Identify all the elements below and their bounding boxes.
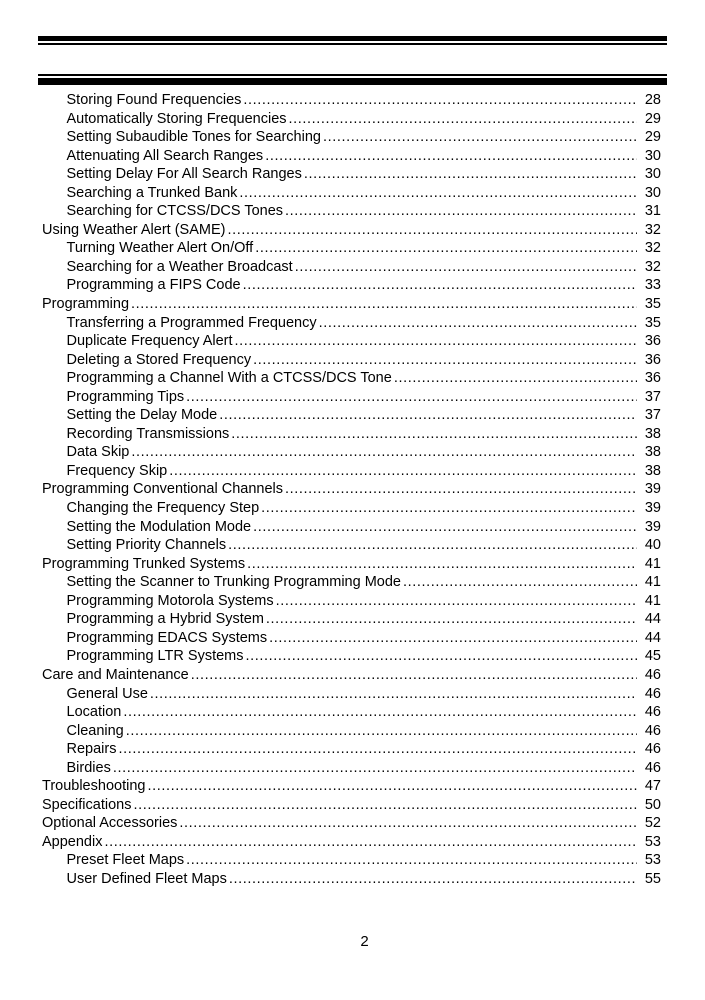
toc-entry-page: 55 — [644, 870, 661, 887]
toc-entry-page: 38 — [644, 425, 661, 442]
toc-entry — [42, 128, 661, 147]
toc-entry-label: Programming a Hybrid System — [66, 611, 264, 628]
toc-entry-page: 38 — [644, 444, 661, 461]
toc-leader-dots — [227, 870, 637, 889]
toc-entry-label: Cleaning — [66, 722, 124, 739]
toc-entry-label: Searching for CTCSS/DCS Tones — [66, 203, 284, 220]
toc-leader-dots — [241, 91, 637, 110]
toc-leader-dots — [259, 499, 637, 518]
toc-entry-label: Programming a Channel With a CTCSS/DCS Tone — [66, 370, 392, 387]
toc-leader-dots — [148, 685, 637, 704]
toc-entry-page: 47 — [644, 778, 661, 795]
toc-entry — [42, 592, 661, 611]
toc-entry-label: Duplicate Frequency Alert — [66, 333, 233, 350]
toc-entry-label: Turning Weather Alert On/Off — [66, 240, 254, 257]
toc-entry — [42, 740, 661, 759]
toc-entry-label: Data Skip — [66, 444, 130, 461]
toc-entry-label: Setting Delay For All Search Ranges — [66, 166, 302, 183]
toc-entry-label: Programming Motorola Systems — [66, 592, 274, 609]
toc-leader-dots — [189, 666, 637, 685]
toc-leader-dots — [245, 555, 637, 574]
top-double-rule — [38, 36, 667, 45]
table-of-contents — [42, 91, 661, 889]
toc-entry-page: 46 — [644, 759, 661, 776]
toc-leader-dots — [226, 536, 637, 555]
toc-entry — [42, 91, 661, 110]
toc-leader-dots — [244, 647, 638, 666]
toc-entry — [42, 425, 661, 444]
toc-entry-page: 33 — [644, 277, 661, 294]
toc-leader-dots — [317, 314, 637, 333]
toc-entry-page: 35 — [644, 296, 661, 313]
toc-entry — [42, 351, 661, 370]
toc-entry — [42, 573, 661, 592]
toc-entry-page: 31 — [644, 203, 661, 220]
toc-entry-page: 45 — [644, 648, 661, 665]
page-footer — [0, 933, 705, 951]
toc-entry — [42, 555, 661, 574]
toc-entry-label: Attenuating All Search Ranges — [66, 147, 264, 164]
toc-leader-dots — [274, 592, 637, 611]
toc-leader-dots — [124, 722, 637, 741]
toc-entry — [42, 796, 661, 815]
toc-entry — [42, 722, 661, 741]
toc-entry-page: 30 — [644, 184, 661, 201]
toc-leader-dots — [225, 221, 637, 240]
toc-entry — [42, 388, 661, 407]
toc-entry-page: 53 — [644, 852, 661, 869]
toc-entry-label: Transferring a Programmed Frequency — [66, 314, 317, 331]
toc-entry-page: 46 — [644, 704, 661, 721]
toc-leader-dots — [121, 703, 637, 722]
toc-entry-label: Frequency Skip — [66, 462, 168, 479]
toc-entry — [42, 239, 661, 258]
toc-entry — [42, 870, 661, 889]
toc-entry — [42, 332, 661, 351]
toc-entry-label: Setting the Delay Mode — [66, 407, 218, 424]
toc-entry-label: Programming Tips — [66, 388, 185, 405]
toc-entry-page: 28 — [644, 92, 661, 108]
toc-entry-page: 41 — [644, 592, 661, 609]
toc-entry-page: 37 — [644, 407, 661, 424]
toc-leader-dots — [321, 128, 637, 147]
toc-entry-page: 52 — [644, 815, 661, 832]
toc-leader-dots — [184, 851, 637, 870]
toc-entry — [42, 147, 661, 166]
toc-entry-page: 40 — [644, 537, 661, 554]
toc-entry-page: 53 — [644, 833, 661, 850]
toc-entry — [42, 443, 661, 462]
toc-entry-page: 41 — [644, 555, 661, 572]
toc-leader-dots — [131, 796, 637, 815]
toc-entry-label: Using Weather Alert (SAME) — [42, 221, 226, 238]
toc-leader-dots — [145, 777, 637, 796]
toc-leader-dots — [229, 425, 637, 444]
toc-entry-label: Recording Transmissions — [66, 425, 230, 442]
toc-entry — [42, 814, 661, 833]
toc-entry — [42, 295, 661, 314]
toc-entry-page: 37 — [644, 388, 661, 405]
toc-leader-dots — [253, 239, 637, 258]
toc-entry-page: 30 — [644, 166, 661, 183]
toc-entry — [42, 165, 661, 184]
toc-leader-dots — [263, 147, 637, 166]
toc-leader-dots — [264, 610, 637, 629]
toc-entry-label: Searching a Trunked Bank — [66, 184, 238, 201]
toc-entry-label: Setting Priority Channels — [66, 537, 227, 554]
toc-entry-label: Specifications — [42, 796, 132, 813]
toc-entry-page: 39 — [644, 518, 661, 535]
toc-entry-page: 44 — [644, 611, 661, 628]
toc-leader-dots — [283, 480, 637, 499]
toc-entry-page: 36 — [644, 351, 661, 368]
toc-leader-dots — [184, 388, 637, 407]
toc-leader-dots — [283, 202, 637, 221]
toc-entry-page: 38 — [644, 462, 661, 479]
toc-entry-page: 30 — [644, 147, 661, 164]
toc-entry-label: Searching for a Weather Broadcast — [66, 258, 293, 275]
toc-entry-page: 39 — [644, 481, 661, 498]
toc-entry — [42, 610, 661, 629]
toc-entry-page: 46 — [644, 666, 661, 683]
toc-entry — [42, 258, 661, 277]
toc-entry-label: Setting Subaudible Tones for Searching — [66, 129, 321, 146]
toc-entry — [42, 221, 661, 240]
footer-page-number: 2 — [360, 933, 369, 950]
toc-entry — [42, 314, 661, 333]
toc-entry-label: Deleting a Stored Frequency — [66, 351, 252, 368]
toc-entry-label: Setting the Modulation Mode — [66, 518, 252, 535]
toc-entry-label: Birdies — [66, 759, 111, 776]
toc-entry-page: 32 — [644, 221, 661, 238]
toc-leader-dots — [287, 110, 637, 129]
toc-entry — [42, 202, 661, 221]
toc-entry — [42, 629, 661, 648]
toc-entry-page: 29 — [644, 129, 661, 146]
toc-entry-page: 50 — [644, 796, 661, 813]
toc-entry-page: 41 — [644, 574, 661, 591]
toc-entry — [42, 276, 661, 295]
toc-entry — [42, 685, 661, 704]
toc-entry-page: 29 — [644, 110, 661, 127]
toc-leader-dots — [111, 759, 637, 778]
toc-entry-page: 36 — [644, 370, 661, 387]
toc-entry-page: 46 — [644, 685, 661, 702]
toc-entry — [42, 536, 661, 555]
toc-leader-dots — [401, 573, 637, 592]
toc-leader-dots — [251, 518, 637, 537]
toc-entry-page: 44 — [644, 629, 661, 646]
toc-entry-page: 39 — [644, 500, 661, 517]
toc-entry — [42, 499, 661, 518]
toc-leader-dots — [392, 369, 637, 388]
header-divider-rule — [38, 74, 667, 85]
toc-entry-label: Programming EDACS Systems — [66, 629, 268, 646]
toc-leader-dots — [177, 814, 637, 833]
toc-entry — [42, 647, 661, 666]
toc-entry — [42, 703, 661, 722]
toc-entry-label: Setting the Scanner to Trunking Programming Mode — [66, 574, 401, 591]
toc-leader-dots — [251, 351, 637, 370]
toc-entry-page: 46 — [644, 741, 661, 758]
toc-entry — [42, 759, 661, 778]
toc-entry-label: Repairs — [66, 741, 117, 758]
toc-entry-page: 36 — [644, 333, 661, 350]
toc-entry-label: General Use — [66, 685, 148, 702]
toc-entry-label: Programming — [42, 296, 130, 313]
toc-entry-label: Programming LTR Systems — [66, 648, 244, 665]
toc-entry-label: Optional Accessories — [42, 815, 178, 832]
toc-entry — [42, 833, 661, 852]
toc-leader-dots — [237, 184, 637, 203]
toc-entry — [42, 369, 661, 388]
toc-entry — [42, 666, 661, 685]
toc-entry-page: 46 — [644, 722, 661, 739]
toc-leader-dots — [293, 258, 637, 277]
toc-entry — [42, 851, 661, 870]
toc-entry — [42, 184, 661, 203]
toc-entry — [42, 777, 661, 796]
toc-entry — [42, 480, 661, 499]
toc-leader-dots — [116, 740, 637, 759]
toc-entry-label: Troubleshooting — [42, 778, 146, 795]
toc-entry-label: Changing the Frequency Step — [66, 500, 260, 517]
toc-entry-label: Automatically Storing Frequencies — [66, 110, 287, 127]
toc-entry — [42, 518, 661, 537]
toc-entry-label: Programming Conventional Channels — [42, 481, 283, 498]
toc-leader-dots — [167, 462, 637, 481]
toc-entry-page: 35 — [644, 314, 661, 331]
toc-entry-label: Storing Found Frequencies — [66, 92, 242, 108]
toc-entry — [42, 462, 661, 481]
toc-leader-dots — [233, 332, 637, 351]
toc-leader-dots — [129, 443, 637, 462]
toc-entry — [42, 110, 661, 129]
toc-entry-label: Appendix — [42, 833, 103, 850]
toc-leader-dots — [129, 295, 637, 314]
toc-leader-dots — [241, 276, 637, 295]
toc-entry-label: User Defined Fleet Maps — [66, 870, 227, 887]
toc-entry-label: Preset Fleet Maps — [66, 852, 185, 869]
toc-entry — [42, 406, 661, 425]
toc-leader-dots — [102, 833, 637, 852]
toc-entry-label: Care and Maintenance — [42, 666, 189, 683]
toc-entry-label: Programming a FIPS Code — [66, 277, 241, 294]
toc-entry-label: Programming Trunked Systems — [42, 555, 246, 572]
toc-entry-page: 32 — [644, 240, 661, 257]
toc-leader-dots — [217, 406, 637, 425]
toc-entry-page: 32 — [644, 258, 661, 275]
toc-entry-label: Location — [66, 704, 122, 721]
toc-leader-dots — [267, 629, 637, 648]
toc-leader-dots — [302, 165, 637, 184]
